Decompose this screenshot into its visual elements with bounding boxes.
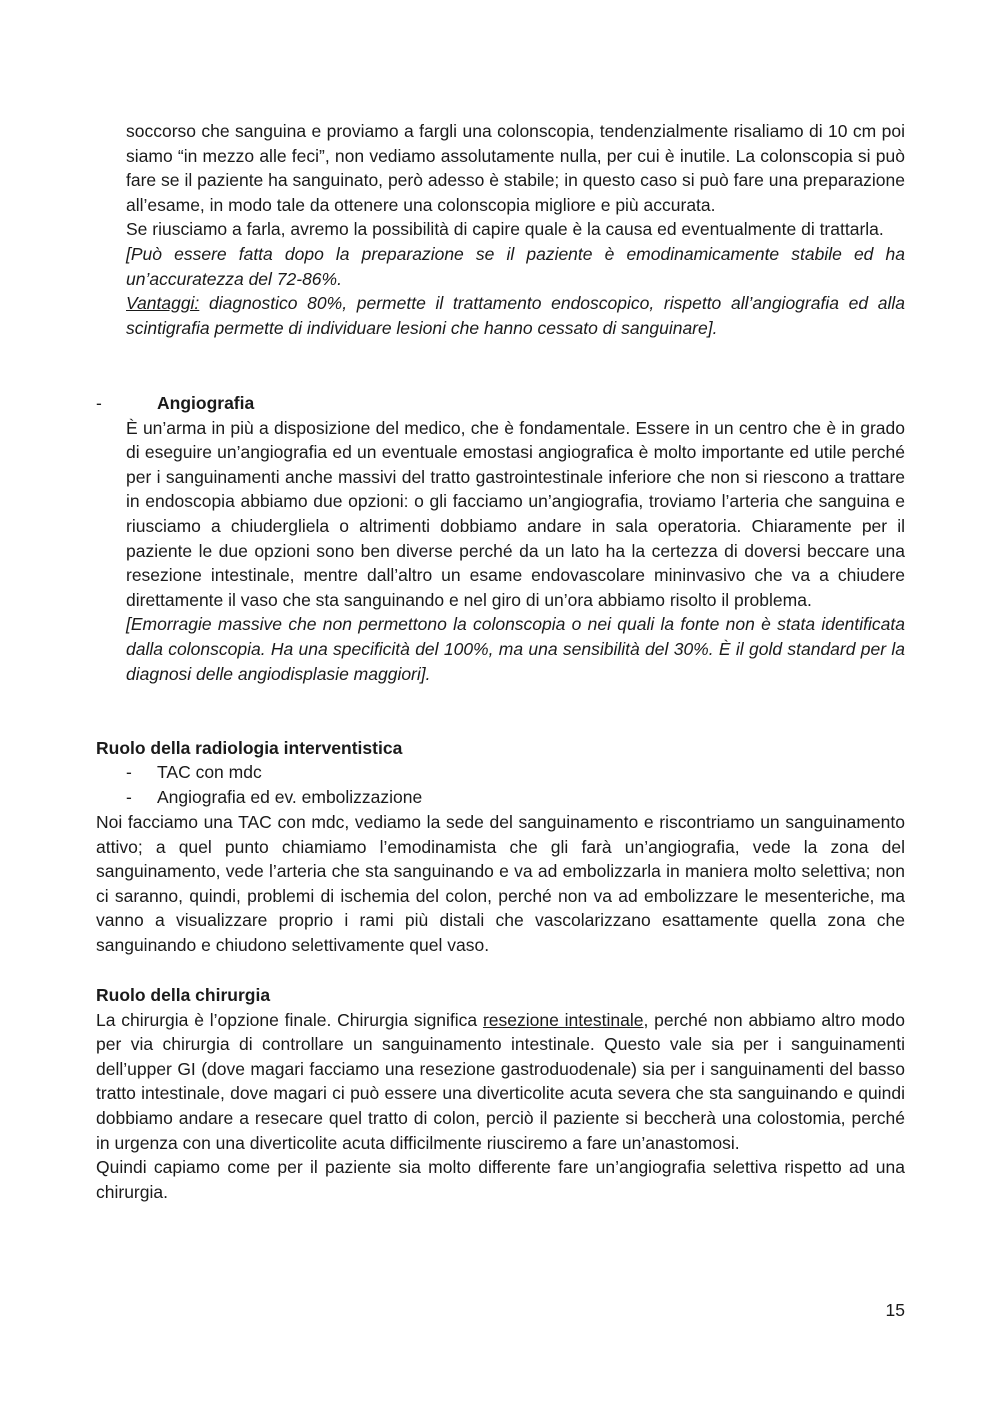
radiologia-paragraph: Noi facciamo una TAC con mdc, vediamo la sede del sanguinamento e riscontriamo un sanguinamento attivo; a quel punto chiamiamo l’emodinamista che gli farà un’angiografia, vede la zona del sanguinamento, vede l’arteria che sta sanguinando e va ad embolizzarla in maniera molto selettiva; non ci saranno, quindi, problemi di ischemia del colon, perché non va ad embolizzare le mesenteriche, ma vanno a visualizzare proprio i rami più distali che vascolarizzano esattamente quella zona che sanguinando e chiudono selettivamente quel vaso. — [96, 812, 905, 955]
chirurgia-text-end: perché non abbiamo altro modo per via chirurgia di controllare un sanguinamento intestinale. Questo vale sia per i sanguinamenti dell’upper GI (dove magari facciamo una resezione gastroduodenale) sia per i sanguinamenti del basso tratto intestinale, dove magari ci può essere una diverticolite acuta severa che sta sanguinando e quindi dobbiamo andare a resecare quel tratto di colon, perciò il paziente si beccherà una colostomia, perché in urgenza con una diverticolite acuta difficilmente riusciremo a fare un’anastomosi. — [96, 1009, 906, 1153]
radiologia-list — [126, 760, 905, 809]
chirurgia-section — [96, 983, 905, 1204]
list-item — [126, 760, 905, 785]
colonscopia-paragraph-2: Se riusciamo a farla, avremo la possibilità di capire quale è la causa ed eventualmente di trattarla. — [126, 219, 884, 240]
angiografia-section — [96, 391, 905, 686]
list-item-text: Angiografia ed ev. embolizzazione — [157, 786, 423, 807]
angiografia-paragraph: È un’arma in più a disposizione del medico, che è fondamentale. Essere in un centro che è in grado di eseguire un’angiografia ed un eventuale emostasi angiografica è molto importante ed utile perché per i sanguinamenti anche massivi del tratto gastrointestinale inferiore che non si riescono a trattare in endoscopia abbiamo due opzioni: o gli facciamo un’angiografia, troviamo l’arteria che sanguina e riusciamo a chiudergliela o altrimenti dobbiamo andare in sala operatoria. Chiaramente per il paziente le due opzioni sono ben diverse perché da un lato ha la certezza di doversi beccare una resezione intestinale, mentre dall’altro un esame endovascolare mininvasivo che va a chiudere direttamente il vaso che sta sanguinando e nel giro di un’ora abbiamo risolto il problema. — [126, 417, 905, 610]
chirurgia-paragraph — [96, 1008, 905, 1156]
angiografia-heading-item — [96, 391, 905, 416]
chirurgia-underlined-term: resezione intestinale, — [482, 1009, 649, 1030]
list-dash: - — [126, 786, 132, 807]
radiologia-body — [96, 810, 905, 958]
colonscopia-section — [126, 119, 905, 340]
advantages-label: Vantaggi: — [126, 293, 200, 314]
chirurgia-heading: Ruolo della chirurgia — [96, 985, 271, 1005]
list-item — [126, 785, 905, 810]
list-item-text: TAC con mdc — [157, 762, 262, 782]
colonscopia-note: [Può essere fatta dopo la preparazione se il paziente è emodinamicamente stabile ed ha un’accuratezza del 72-86%. — [126, 243, 905, 289]
radiologia-heading-block — [96, 736, 905, 761]
page-number: 15 — [885, 1300, 905, 1320]
list-dash: - — [96, 393, 102, 413]
advantages-text: diagnostico 80%, permette il trattamento endoscopico, rispetto all’angiografia ed alla scintigrafia permette di individuare lesioni che hanno cessato di sanguinare]. — [126, 293, 905, 338]
colonscopia-advantages — [126, 291, 905, 340]
chirurgia-text-start: La chirurgia è l’opzione finale. Chirurgia significa — [96, 1009, 483, 1030]
angiografia-heading: Angiografia — [157, 393, 255, 413]
list-dash: - — [126, 762, 132, 782]
chirurgia-paragraph-2: Quindi capiamo come per il paziente sia molto differente fare un’angiografia selettiva rispetto ad una chirurgia. — [96, 1157, 905, 1202]
radiologia-heading: Ruolo della radiologia interventistica — [96, 738, 403, 758]
colonscopia-paragraph: soccorso che sanguina e proviamo a fargli una colonscopia, tendenzialmente risaliamo di 10 cm poi siamo “in mezzo alle feci”, non vediamo assolutamente nulla, per cui è inutile. La colonscopia si può fare se il paziente ha sanguinato, però adesso è stabile; in questo caso si può fare una preparazione all’esame, in modo tale da ottenere una colonscopia migliore e più accurata. — [126, 121, 905, 215]
angiografia-note: [Emorragie massive che non permettono la colonscopia o nei quali la fonte non è stata identificata dalla colonscopia. Ha una specificità del 100%, ma una sensibilità del 30%. È il gold standard per la diagnosi delle angiodisplasie maggiori]. — [126, 614, 905, 684]
